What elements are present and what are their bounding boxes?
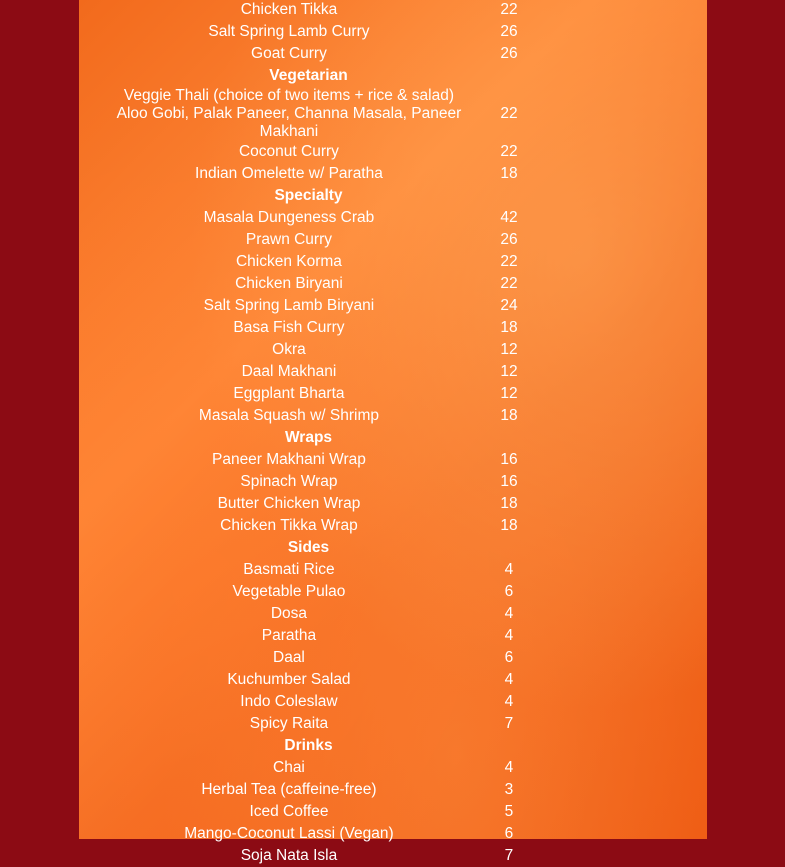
section-title: Drinks [284,737,333,754]
menu-item-row [91,21,531,43]
menu-item-price: 18 [500,407,518,424]
menu-section-header [91,427,531,449]
menu-item-price: 18 [500,495,518,512]
menu-item-title: Paneer Makhani Wrap [211,451,366,468]
menu-item-row [91,273,531,295]
menu-item-row [91,581,531,603]
section-title: Wraps [284,429,333,446]
menu-item-price: 6 [504,583,514,600]
menu-item-price: 7 [504,715,514,732]
menu-item-name [91,561,487,579]
menu-item-row [91,647,531,669]
menu-item-title: Veggie Thali (choice of two items + rice & salad) [123,87,454,104]
menu-item-name [91,1,487,19]
menu-item-price: 7 [504,847,514,864]
menu-item-price: 4 [504,693,514,710]
menu-item-price: 4 [504,759,514,776]
menu-item-price: 3 [504,781,514,798]
menu-item-name [91,715,487,733]
menu-item-row [91,823,531,845]
menu-item-title: Coconut Curry [238,143,339,160]
menu-item-row [91,207,531,229]
menu-item-row [91,493,531,515]
menu-item-price: 12 [500,341,518,358]
menu-item-name [91,231,487,249]
menu-item-row [91,0,531,21]
menu-item-row [91,625,531,647]
menu-item-title: Spinach Wrap [240,473,338,490]
menu-item-title: Chicken Tikka [240,1,338,18]
menu-item-price: 22 [500,253,518,270]
menu-item-row [91,295,531,317]
menu-item-title: Goat Curry [251,45,327,62]
menu-item-title: Dosa [270,605,308,622]
menu-item-name [91,451,487,469]
menu-item-row [91,559,531,581]
menu-item-name [91,627,487,645]
menu-item-name [91,781,487,799]
section-title: Vegetarian [269,67,348,84]
menu-item-title: Mango-Coconut Lassi (Vegan) [184,825,394,842]
menu-item-row [91,405,531,427]
menu-item-name [91,275,487,293]
menu-item-name [91,23,487,41]
menu-item-name [91,693,487,711]
menu-item-row [91,449,531,471]
menu-section-header [91,65,531,87]
menu-item-price: 4 [504,671,514,688]
menu-item-title: Chicken Tikka Wrap [220,517,358,534]
menu-item-row [91,339,531,361]
menu-item-row [91,87,531,141]
menu-item-price: 26 [500,231,518,248]
menu-item-name [91,517,487,535]
menu-item-name [91,605,487,623]
menu-item-title: Masala Dungeness Crab [203,209,375,226]
menu-item-name [91,45,487,63]
menu-item-name [91,253,487,271]
menu-item-name [91,319,487,337]
menu-item-row [91,713,531,735]
menu-section-header [91,537,531,559]
menu-item-price: 4 [504,561,514,578]
menu-item-title: Indian Omelette w/ Paratha [195,165,383,182]
menu-item-price: 22 [500,1,518,18]
menu-item-price: 6 [504,825,514,842]
menu-item-row [91,317,531,339]
menu-section-header [91,185,531,207]
menu-item-row [91,141,531,163]
menu-item-title: Herbal Tea (caffeine-free) [201,781,377,798]
menu-item-title: Chai [273,759,305,776]
menu-item-title: Indo Coleslaw [240,693,338,710]
menu-item-title: Salt Spring Lamb Biryani [203,297,375,314]
menu-item-name [91,473,487,491]
menu-item-name [91,825,487,843]
menu-item-row [91,163,531,185]
menu-item-name [91,143,487,161]
menu-item-row [91,471,531,493]
menu-item-price: 24 [500,297,518,314]
menu-item-price: 4 [504,627,514,644]
menu-panel [79,0,707,864]
menu-item-row [91,43,531,65]
menu-item-name [91,847,487,865]
menu-section-header [91,735,531,757]
menu-item-title: Chicken Biryani [235,275,343,292]
menu-item-row [91,229,531,251]
menu-item-title: Chicken Korma [235,253,342,270]
menu-item-price: 4 [504,605,514,622]
menu-item-row [91,603,531,625]
menu-item-row [91,361,531,383]
menu-item-price: 18 [500,319,518,336]
menu-item-name [91,495,487,513]
menu-item-name [91,165,487,183]
menu-item-price: 5 [504,803,514,820]
menu-item-row [91,757,531,779]
menu-item-price: 6 [504,649,514,666]
menu-item-name [91,209,487,227]
menu-item-price: 22 [500,105,518,122]
menu-item-title: Eggplant Bharta [233,385,345,402]
menu-item-name [91,759,487,777]
menu-item-name [91,297,487,315]
menu-item-row [91,845,531,867]
menu-item-title: Salt Spring Lamb Curry [208,23,370,40]
menu-item-price: 26 [500,45,518,62]
menu-item-price: 22 [500,275,518,292]
menu-item-row [91,251,531,273]
menu-item-title: Iced Coffee [249,803,329,820]
menu-item-row [91,801,531,823]
menu-item-price: 16 [500,451,518,468]
menu-item-title: Okra [272,341,306,358]
menu-item-title: Masala Squash w/ Shrimp [198,407,379,424]
menu-item-title: Kuchumber Salad [227,671,351,688]
menu-item-title: Paratha [261,627,317,644]
menu-item-title: Vegetable Pulao [232,583,346,600]
menu-item-row [91,691,531,713]
menu-item-name [91,385,487,403]
menu-item-title: Basmati Rice [243,561,335,578]
section-title: Sides [287,539,330,556]
menu-item-title: Basa Fish Curry [233,319,345,336]
menu-item-name [91,363,487,381]
menu-item-price: 12 [500,363,518,380]
menu-item-price: 16 [500,473,518,490]
menu-item-title: Spicy Raita [249,715,329,732]
menu-item-row [91,669,531,691]
menu-item-name [91,671,487,689]
menu-item-price: 12 [500,385,518,402]
menu-item-title: Butter Chicken Wrap [217,495,361,512]
menu-item-name [91,87,487,141]
menu-item-subtitle: Aloo Gobi, Palak Paneer, Channa Masala, Paneer Makhani [116,105,462,140]
menu-table [91,0,531,867]
menu-item-price: 22 [500,143,518,160]
menu-item-price: 18 [500,517,518,534]
menu-item-title: Daal Makhani [241,363,337,380]
menu-item-name [91,803,487,821]
menu-item-title: Prawn Curry [245,231,333,248]
section-title: Specialty [274,187,343,204]
menu-item-row [91,383,531,405]
menu-item-row [91,779,531,801]
menu-item-name [91,341,487,359]
menu-item-price: 18 [500,165,518,182]
menu-item-row [91,515,531,537]
menu-item-price: 26 [500,23,518,40]
menu-item-name [91,407,487,425]
menu-item-title: Soja Nata Isla [240,847,338,864]
menu-item-name [91,583,487,601]
menu-item-price: 42 [500,209,518,226]
menu-item-title: Daal [273,649,305,666]
menu-item-name [91,649,487,667]
